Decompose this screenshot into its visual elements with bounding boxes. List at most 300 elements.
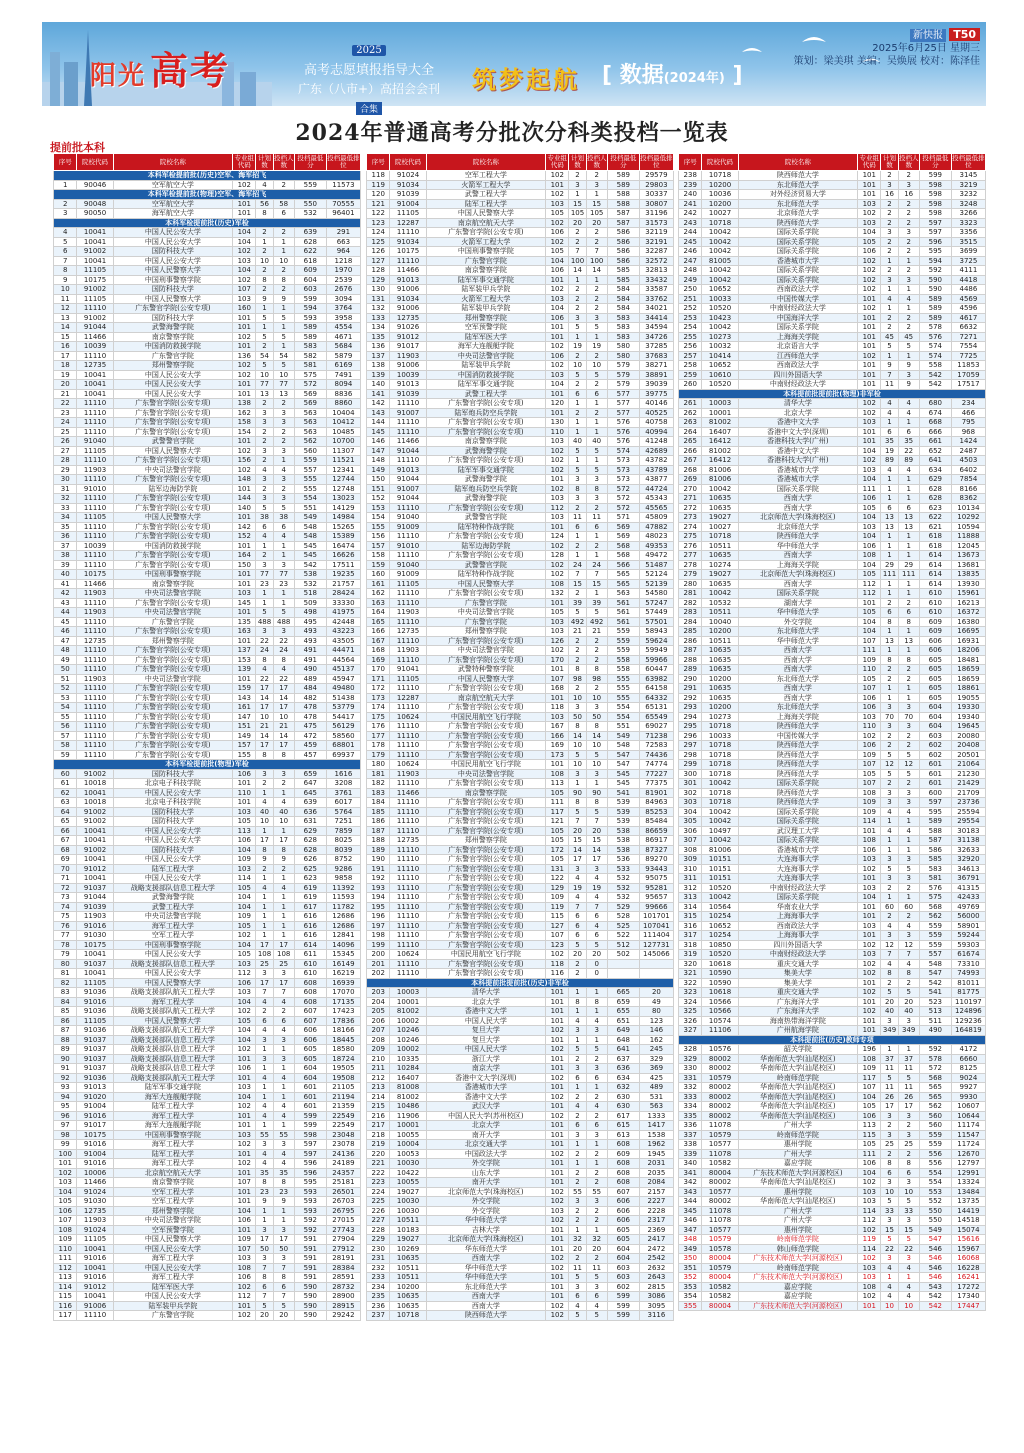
cell-plan-count: 5 bbox=[881, 342, 898, 352]
cell-min-score: 518 bbox=[294, 589, 326, 599]
cell-school-code: 80004 bbox=[702, 1301, 738, 1311]
cell-plan-count: 1 bbox=[256, 1045, 273, 1055]
cell-group-code: 127 bbox=[546, 921, 569, 931]
table-row bbox=[367, 209, 674, 219]
section-title: 本科军检提前批(历史)空军、海军招飞 bbox=[54, 171, 361, 181]
cell-admitted-count: 1 bbox=[586, 190, 607, 200]
cell-min-rank: 5684 bbox=[326, 342, 360, 352]
cell-group-code: 103 bbox=[546, 617, 569, 627]
cell-school-code: 10577 bbox=[702, 1187, 738, 1197]
cell-group-code: 102 bbox=[546, 1216, 569, 1226]
cell-min-score: 542 bbox=[919, 380, 951, 390]
cell-min-rank: 2643 bbox=[639, 1273, 673, 1283]
cell-school-code: 80002 bbox=[702, 1111, 738, 1121]
cell-admitted-count: 2 bbox=[586, 380, 607, 390]
cell-row-number: 268 bbox=[679, 465, 702, 475]
cell-admitted-count: 8 bbox=[898, 969, 919, 979]
cell-admitted-count: 2 bbox=[898, 313, 919, 323]
cell-min-rank: 10644 bbox=[951, 1111, 985, 1121]
cell-school-code: 10001 bbox=[390, 997, 426, 1007]
cell-school-name: 战略支援部队信息工程大学 bbox=[113, 1064, 232, 1074]
cell-school-name: 广东警官学院(公安专项) bbox=[113, 665, 232, 675]
cell-group-code: 102 bbox=[546, 285, 569, 295]
cell-group-code: 102 bbox=[858, 304, 881, 314]
cell-min-score: 628 bbox=[294, 836, 326, 846]
cell-min-rank: 3725 bbox=[951, 256, 985, 266]
table-row bbox=[54, 1064, 361, 1074]
cell-school-name: 复旦大学 bbox=[426, 1035, 545, 1045]
table-row bbox=[367, 332, 674, 342]
cell-min-score: 563 bbox=[607, 589, 639, 599]
cell-min-rank: 234 bbox=[951, 399, 985, 409]
cell-school-code: 10151 bbox=[702, 874, 738, 884]
cell-plan-count: 19 bbox=[881, 446, 898, 456]
cell-school-code: 11903 bbox=[77, 608, 113, 618]
cell-plan-count: 6 bbox=[569, 1292, 586, 1302]
cell-row-number: 109 bbox=[54, 1235, 77, 1245]
cell-school-code: 11903 bbox=[390, 351, 426, 361]
table-row bbox=[367, 845, 674, 855]
cell-group-code: 102 bbox=[858, 408, 881, 418]
table-row bbox=[367, 560, 674, 570]
cell-plan-count: 5 bbox=[881, 864, 898, 874]
cell-min-rank: 31196 bbox=[639, 209, 673, 219]
cell-row-number: 309 bbox=[679, 855, 702, 865]
brand-logo: 阳光 高考 bbox=[90, 48, 231, 93]
cell-school-code: 81002 bbox=[702, 418, 738, 428]
cell-group-code: 102 bbox=[858, 988, 881, 998]
cell-min-score: 628 bbox=[294, 237, 326, 247]
cell-group-code: 103 bbox=[858, 199, 881, 209]
cell-row-number: 165 bbox=[367, 617, 390, 627]
cell-min-score: 651 bbox=[607, 1016, 639, 1026]
section-header-row bbox=[367, 978, 674, 988]
cell-plan-count: 2 bbox=[569, 503, 586, 513]
cell-group-code: 101 bbox=[546, 1235, 569, 1245]
cell-min-rank: 10412 bbox=[326, 418, 360, 428]
cell-school-code: 91037 bbox=[77, 1064, 113, 1074]
table-row bbox=[367, 247, 674, 257]
cell-plan-count: 70 bbox=[881, 712, 898, 722]
cell-school-code: 10183 bbox=[390, 1225, 426, 1235]
cell-school-name: 中南财经政法大学 bbox=[738, 950, 857, 960]
cell-group-code: 101 bbox=[546, 693, 569, 703]
cell-min-score: 577 bbox=[607, 408, 639, 418]
cell-school-name: 中国消防救援学院 bbox=[113, 541, 232, 551]
cell-min-rank: 13735 bbox=[951, 1197, 985, 1207]
table-row bbox=[367, 703, 674, 713]
cell-group-code: 101 bbox=[233, 1168, 256, 1178]
cell-group-code: 111 bbox=[546, 798, 569, 808]
cell-school-code: 91040 bbox=[77, 437, 113, 447]
table-row bbox=[54, 294, 361, 304]
cell-admitted-count: 17 bbox=[273, 978, 294, 988]
cell-group-code: 101 bbox=[546, 1130, 569, 1140]
cell-min-score: 641 bbox=[919, 456, 951, 466]
cell-school-name: 广东警官学院(公安专项) bbox=[113, 399, 232, 409]
cell-row-number: 331 bbox=[679, 1073, 702, 1083]
table-row bbox=[54, 389, 361, 399]
cell-row-number: 124 bbox=[367, 228, 390, 238]
cell-school-name: 中国消防救援学院 bbox=[426, 370, 545, 380]
cell-row-number: 323 bbox=[679, 988, 702, 998]
cell-admitted-count: 39 bbox=[586, 598, 607, 608]
admissions-table bbox=[366, 153, 674, 1321]
cell-school-name: 陆军边海防学院 bbox=[426, 541, 545, 551]
cell-school-name: 香港科技大学(广州) bbox=[738, 437, 857, 447]
cell-row-number: 115 bbox=[54, 1292, 77, 1302]
cell-min-score: 559 bbox=[919, 1140, 951, 1150]
cell-school-name: 广东警官学院(公安专项) bbox=[426, 741, 545, 751]
cell-plan-count: 8 bbox=[569, 798, 586, 808]
cell-row-number: 39 bbox=[54, 560, 77, 570]
cell-school-code: 11105 bbox=[77, 1235, 113, 1245]
cell-school-code: 10033 bbox=[702, 294, 738, 304]
cell-min-rank: 21194 bbox=[326, 1092, 360, 1102]
cell-group-code: 105 bbox=[858, 769, 881, 779]
table-row bbox=[679, 1301, 986, 1311]
cell-group-code: 101 bbox=[546, 408, 569, 418]
cell-row-number: 277 bbox=[679, 551, 702, 561]
cell-min-score: 565 bbox=[919, 1083, 951, 1093]
cell-min-score: 652 bbox=[919, 446, 951, 456]
cell-row-number: 11 bbox=[54, 294, 77, 304]
cell-school-name: 广东警官学院(公安专项) bbox=[113, 627, 232, 637]
cell-min-score: 613 bbox=[607, 1130, 639, 1140]
cell-plan-count: 5 bbox=[881, 769, 898, 779]
table-row bbox=[367, 1159, 674, 1169]
cell-school-name: 陆军装甲兵学院 bbox=[426, 361, 545, 371]
cell-school-code: 80004 bbox=[702, 1168, 738, 1178]
cell-min-score: 606 bbox=[919, 636, 951, 646]
cell-school-code: 91044 bbox=[390, 446, 426, 456]
cell-min-score: 574 bbox=[919, 342, 951, 352]
table-row bbox=[54, 902, 361, 912]
col-header-school-code: 院校代码 bbox=[702, 154, 738, 171]
cell-school-code: 91010 bbox=[390, 541, 426, 551]
cell-min-rank: 25181 bbox=[326, 1178, 360, 1188]
cell-plan-count: 13 bbox=[256, 389, 273, 399]
cell-group-code: 102 bbox=[858, 1254, 881, 1264]
cell-admitted-count: 4 bbox=[273, 1073, 294, 1083]
cell-admitted-count: 10 bbox=[586, 760, 607, 770]
cell-group-code: 104 bbox=[858, 893, 881, 903]
cell-school-code: 10254 bbox=[702, 931, 738, 941]
cell-min-score: 561 bbox=[607, 598, 639, 608]
table-row bbox=[679, 532, 986, 542]
cell-group-code: 105 bbox=[546, 855, 569, 865]
cell-group-code: 101 bbox=[546, 1168, 569, 1178]
table-row bbox=[367, 1301, 674, 1311]
cell-school-name: 南开大学 bbox=[426, 1178, 545, 1188]
cell-admitted-count: 6 bbox=[586, 522, 607, 532]
cell-school-name: 广东警官学院(公安专项) bbox=[426, 722, 545, 732]
cell-school-name: 南京航空航天大学 bbox=[426, 218, 545, 228]
cell-group-code: 102 bbox=[858, 940, 881, 950]
cell-row-number: 142 bbox=[367, 399, 390, 409]
cell-school-code: 10018 bbox=[77, 779, 113, 789]
cell-admitted-count: 1 bbox=[586, 1035, 607, 1045]
table-row bbox=[367, 817, 674, 827]
cell-admitted-count: 13 bbox=[273, 389, 294, 399]
cell-admitted-count: 1 bbox=[273, 1206, 294, 1216]
cell-group-code: 105 bbox=[546, 826, 569, 836]
cell-school-code: 91044 bbox=[390, 494, 426, 504]
cell-admitted-count: 4 bbox=[898, 1292, 919, 1302]
cell-min-rank: 95657 bbox=[639, 893, 673, 903]
table-row bbox=[367, 1045, 674, 1055]
section-title: 本科军检提前批(历史)军检 bbox=[54, 218, 361, 228]
table-row bbox=[54, 475, 361, 485]
table-row bbox=[367, 931, 674, 941]
cell-min-score: 511 bbox=[919, 1016, 951, 1026]
cell-school-name: 战略支援部队航天工程大学 bbox=[113, 1073, 232, 1083]
cell-school-code: 91004 bbox=[77, 1149, 113, 1159]
cell-plan-count: 5 bbox=[569, 446, 586, 456]
cell-group-code: 150 bbox=[233, 560, 256, 570]
cell-row-number: 303 bbox=[679, 798, 702, 808]
cell-admitted-count: 5 bbox=[898, 750, 919, 760]
cell-admitted-count: 3 bbox=[586, 1197, 607, 1207]
cell-admitted-count: 2 bbox=[273, 266, 294, 276]
cell-min-rank: 43505 bbox=[326, 636, 360, 646]
cell-school-code: 10004 bbox=[390, 1140, 426, 1150]
cell-min-score: 629 bbox=[919, 475, 951, 485]
cell-row-number: 333 bbox=[679, 1092, 702, 1102]
cell-plan-count: 1 bbox=[569, 532, 586, 542]
cell-min-score: 548 bbox=[294, 532, 326, 542]
cell-group-code: 104 bbox=[233, 1026, 256, 1036]
cell-school-code: 11110 bbox=[390, 921, 426, 931]
cell-school-name: 国防科技大学 bbox=[113, 247, 232, 257]
cell-plan-count: 7 bbox=[881, 950, 898, 960]
cell-school-name: 国际关系学院 bbox=[738, 237, 857, 247]
cell-min-rank: 4671 bbox=[326, 332, 360, 342]
cell-row-number: 289 bbox=[679, 665, 702, 675]
cell-row-number: 21 bbox=[54, 389, 77, 399]
cell-min-score: 529 bbox=[607, 902, 639, 912]
cell-row-number: 338 bbox=[679, 1140, 702, 1150]
cell-min-rank: 11547 bbox=[951, 1130, 985, 1140]
table-row bbox=[679, 617, 986, 627]
cell-school-code: 91016 bbox=[77, 1273, 113, 1283]
cell-min-score: 583 bbox=[607, 323, 639, 333]
table-row bbox=[367, 760, 674, 770]
cell-min-score: 606 bbox=[607, 1197, 639, 1207]
cell-school-name: 广东警官学院(公安专项) bbox=[426, 655, 545, 665]
cell-school-name: 陕西师范大学 bbox=[738, 741, 857, 751]
cell-min-rank: 9930 bbox=[951, 1092, 985, 1102]
cell-group-code: 103 bbox=[546, 199, 569, 209]
cell-min-rank: 8836 bbox=[326, 389, 360, 399]
cell-min-score: 609 bbox=[607, 1149, 639, 1159]
cell-min-rank: 19645 bbox=[951, 722, 985, 732]
table-row bbox=[367, 940, 674, 950]
cell-school-code: 81006 bbox=[702, 465, 738, 475]
cell-group-code: 101 bbox=[546, 997, 569, 1007]
cell-min-rank: 40525 bbox=[639, 408, 673, 418]
cell-admitted-count: 1 bbox=[586, 988, 607, 998]
cell-min-score: 577 bbox=[607, 389, 639, 399]
cell-group-code: 101 bbox=[546, 1292, 569, 1302]
cell-min-score: 599 bbox=[607, 1311, 639, 1321]
cell-admitted-count: 3 bbox=[273, 1225, 294, 1235]
cell-admitted-count: 40 bbox=[898, 1007, 919, 1017]
cell-min-score: 538 bbox=[607, 845, 639, 855]
cell-school-name: 国际关系学院 bbox=[738, 893, 857, 903]
cell-school-code: 10577 bbox=[702, 1140, 738, 1150]
cell-school-code: 10566 bbox=[702, 1007, 738, 1017]
cell-min-score: 569 bbox=[294, 389, 326, 399]
cell-school-code: 10497 bbox=[702, 826, 738, 836]
cell-school-code: 10175 bbox=[77, 940, 113, 950]
cell-school-name: 陕西师范大学 bbox=[738, 722, 857, 732]
cell-min-score: 603 bbox=[294, 285, 326, 295]
cell-school-code: 91013 bbox=[390, 275, 426, 285]
cell-min-score: 619 bbox=[294, 883, 326, 893]
cell-row-number: 167 bbox=[367, 636, 390, 646]
cell-plan-count: 3 bbox=[881, 855, 898, 865]
cell-school-code: 11078 bbox=[702, 1206, 738, 1216]
cell-school-code: 11110 bbox=[390, 589, 426, 599]
cell-school-code: 10635 bbox=[702, 655, 738, 665]
cell-min-score: 601 bbox=[294, 1083, 326, 1093]
cell-row-number: 36 bbox=[54, 532, 77, 542]
cell-plan-count: 20 bbox=[881, 997, 898, 1007]
cell-school-name: 中国传媒大学 bbox=[738, 731, 857, 741]
cell-min-score: 493 bbox=[294, 636, 326, 646]
cell-school-name: 韩山师范学院 bbox=[738, 1244, 857, 1254]
cell-plan-count: 4 bbox=[256, 180, 273, 190]
cell-min-score: 585 bbox=[919, 855, 951, 865]
cell-school-name: 武警海警学院 bbox=[113, 323, 232, 333]
table-row bbox=[54, 1311, 361, 1321]
cell-min-score: 559 bbox=[607, 646, 639, 656]
table-row bbox=[54, 1035, 361, 1045]
cell-plan-count: 1 bbox=[881, 627, 898, 637]
cell-row-number: 204 bbox=[367, 997, 390, 1007]
cell-school-name: 中国人民警察大学 bbox=[426, 674, 545, 684]
cell-min-score: 547 bbox=[607, 760, 639, 770]
cell-school-name: 空军工程大学 bbox=[426, 171, 545, 181]
cell-min-score: 572 bbox=[607, 494, 639, 504]
cell-min-score: 610 bbox=[919, 598, 951, 608]
cell-plan-count: 2 bbox=[881, 978, 898, 988]
cell-plan-count: 2 bbox=[569, 969, 586, 979]
cell-min-rank: 60447 bbox=[639, 665, 673, 675]
table-row bbox=[54, 313, 361, 323]
cell-plan-count: 8 bbox=[256, 209, 273, 219]
page-title: 2024年普通高考分批次分科类投档一览表 bbox=[295, 120, 729, 146]
cell-admitted-count: 2 bbox=[586, 684, 607, 694]
cell-min-score bbox=[607, 959, 639, 969]
cell-row-number: 30 bbox=[54, 475, 77, 485]
cell-group-code: 104 bbox=[233, 902, 256, 912]
cell-admitted-count: 1 bbox=[586, 1225, 607, 1235]
cell-row-number: 315 bbox=[679, 912, 702, 922]
cell-school-name: 中国人民警察大学 bbox=[113, 1235, 232, 1245]
cell-row-number: 47 bbox=[54, 636, 77, 646]
cell-min-score: 586 bbox=[607, 228, 639, 238]
cell-min-rank: 4486 bbox=[951, 285, 985, 295]
cell-school-code: 10274 bbox=[702, 560, 738, 570]
cell-row-number: 168 bbox=[367, 646, 390, 656]
cell-admitted-count: 21 bbox=[586, 627, 607, 637]
cell-admitted-count: 89 bbox=[898, 456, 919, 466]
cell-row-number: 339 bbox=[679, 1149, 702, 1159]
cell-school-name: 广州大学 bbox=[738, 1121, 857, 1131]
cell-row-number: 260 bbox=[679, 380, 702, 390]
cell-plan-count: 10 bbox=[881, 1301, 898, 1311]
table-row bbox=[54, 1197, 361, 1207]
cell-min-score: 563 bbox=[294, 408, 326, 418]
cell-min-rank: 19055 bbox=[951, 693, 985, 703]
cell-admitted-count: 6 bbox=[273, 522, 294, 532]
cell-row-number: 350 bbox=[679, 1254, 702, 1264]
cell-admitted-count: 4 bbox=[273, 532, 294, 542]
table-row bbox=[54, 570, 361, 580]
batch-label: 提前批本科 bbox=[50, 141, 105, 154]
cell-group-code: 103 bbox=[858, 1273, 881, 1283]
cell-admitted-count: 3 bbox=[898, 788, 919, 798]
cell-admitted-count: 6 bbox=[898, 427, 919, 437]
cell-admitted-count: 1 bbox=[273, 598, 294, 608]
table-row bbox=[367, 342, 674, 352]
cell-min-rank: 21709 bbox=[951, 788, 985, 798]
table-row bbox=[367, 1254, 674, 1264]
cell-admitted-count: 5 bbox=[586, 446, 607, 456]
cell-plan-count: 15 bbox=[569, 199, 586, 209]
cell-school-name: 西南大学 bbox=[426, 1254, 545, 1264]
table-row bbox=[679, 874, 986, 884]
table-row bbox=[367, 798, 674, 808]
cell-admitted-count: 3 bbox=[273, 969, 294, 979]
cell-school-code: 91013 bbox=[77, 1083, 113, 1093]
cell-school-code: 10652 bbox=[702, 361, 738, 371]
table-row bbox=[54, 551, 361, 561]
cell-admitted-count: 17 bbox=[273, 836, 294, 846]
cell-plan-count: 7 bbox=[569, 247, 586, 257]
cell-school-name: 北京交通大学 bbox=[426, 1140, 545, 1150]
cell-row-number: 330 bbox=[679, 1064, 702, 1074]
credits: 策划：梁美琪 美编：吴焕展 校对：陈泽佳 bbox=[793, 56, 980, 67]
cell-plan-count: 3 bbox=[569, 475, 586, 485]
cell-group-code: 109 bbox=[233, 912, 256, 922]
table-row bbox=[54, 560, 361, 570]
cell-min-rank: 49 bbox=[639, 997, 673, 1007]
cell-plan-count: 2 bbox=[881, 912, 898, 922]
col-header-plan-count: 计划数 bbox=[881, 154, 898, 171]
table-row bbox=[54, 1254, 361, 1264]
cell-school-code: 10041 bbox=[77, 826, 113, 836]
cell-plan-count: 45 bbox=[881, 332, 898, 342]
cell-min-rank: 57247 bbox=[639, 598, 673, 608]
table-row bbox=[367, 418, 674, 428]
cell-school-name: 西南政法大学 bbox=[738, 921, 857, 931]
cell-school-name: 火箭军工程大学 bbox=[426, 180, 545, 190]
cell-school-name: 陆军炮兵防空兵学院 bbox=[426, 484, 545, 494]
cell-plan-count: 1 bbox=[881, 893, 898, 903]
cell-admitted-count: 4 bbox=[898, 959, 919, 969]
cell-min-score: 590 bbox=[294, 1311, 326, 1321]
cell-group-code: 172 bbox=[546, 845, 569, 855]
cell-group-code: 107 bbox=[546, 931, 569, 941]
cell-row-number: 92 bbox=[54, 1073, 77, 1083]
cell-school-code: 11466 bbox=[77, 1178, 113, 1188]
cell-min-score: 583 bbox=[919, 864, 951, 874]
cell-admitted-count: 98 bbox=[586, 674, 607, 684]
cell-min-score bbox=[607, 969, 639, 979]
